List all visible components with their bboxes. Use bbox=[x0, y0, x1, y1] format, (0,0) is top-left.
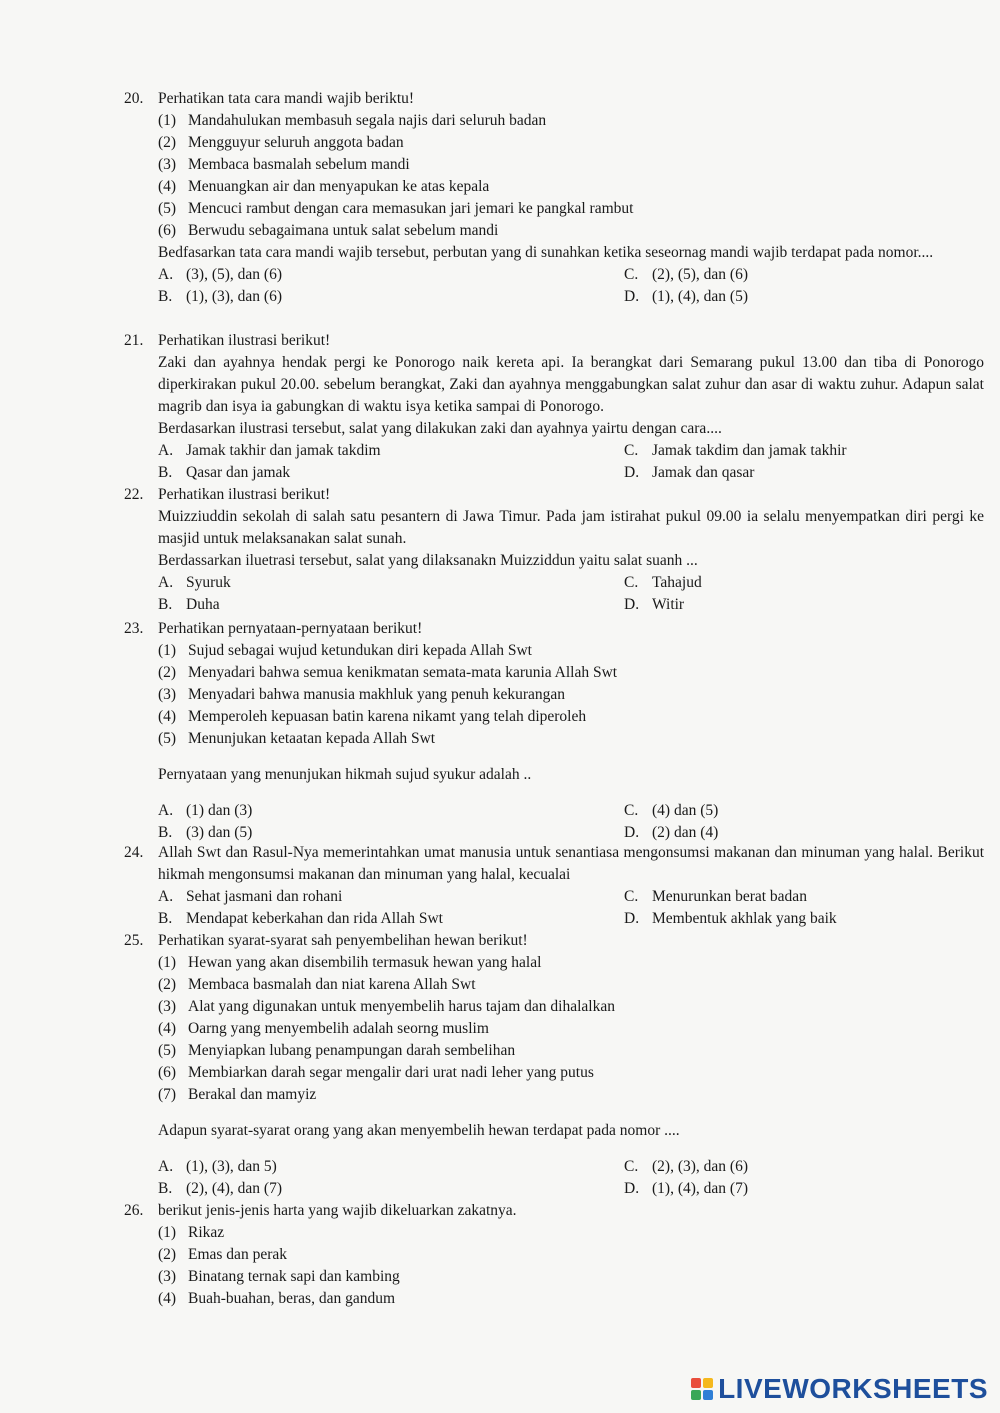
question-number: 24. bbox=[124, 844, 144, 861]
option-b[interactable]: B. (1), (3), dan (6) bbox=[158, 288, 282, 305]
question-21 bbox=[124, 330, 984, 484]
question-prompt: Adapun syarat-syarat orang yang akan menyembelih hewan terdapat pada nomor .... bbox=[158, 1122, 680, 1139]
list-item: (5) Menunjukan ketaatan kepada Allah Swt bbox=[158, 730, 436, 747]
question-number: 25. bbox=[124, 932, 144, 949]
list-item: (3) Menyadari bahwa manusia makhluk yang penuh kekurangan bbox=[158, 686, 566, 703]
answer-options bbox=[158, 1156, 984, 1200]
option-d[interactable]: D. (1), (4), dan (7) bbox=[624, 1180, 748, 1197]
option-c[interactable]: C. Tahajud bbox=[624, 574, 702, 591]
list-item: (4) Buah-buahan, beras, dan gandum bbox=[158, 1290, 396, 1307]
option-c[interactable]: C. Jamak takdim dan jamak takhir bbox=[624, 442, 847, 459]
question-22 bbox=[124, 484, 984, 616]
answer-options bbox=[158, 572, 984, 616]
option-c[interactable]: C. (2), (3), dan (6) bbox=[624, 1158, 748, 1175]
option-d[interactable]: D. Membentuk akhlak yang baik bbox=[624, 910, 837, 927]
question-stem: Perhatikan ilustrasi berikut! bbox=[158, 486, 331, 503]
question-prompt: Berdasarkan ilustrasi tersebut, salat yang dilakukan zaki dan ayahnya yairtu dengan cara.... bbox=[158, 420, 722, 437]
answer-options bbox=[158, 800, 984, 844]
question-stem: berikut jenis-jenis harta yang wajib dikeluarkan zakatnya. bbox=[158, 1202, 517, 1219]
option-b[interactable]: B. (3) dan (5) bbox=[158, 824, 253, 841]
question-25 bbox=[124, 930, 984, 1200]
question-stem: Perhatikan tata cara mandi wajib beriktu! bbox=[158, 90, 415, 107]
question-stem: Allah Swt dan Rasul-Nya memerintahkan umat manusia untuk senantiasa mengonsumsi makanan dan minuman yang halal. Berikut hikmah mengonsumsi makanan dan minuman yang halal, kecualai bbox=[158, 844, 984, 883]
list-item: (5) Mencuci rambut dengan cara memasukan jari jemari ke pangkal rambut bbox=[158, 200, 634, 217]
option-a[interactable]: A. Sehat jasmani dan rohani bbox=[158, 888, 343, 905]
question-prompt: Pernyataan yang menunjukan hikmah sujud syukur adalah .. bbox=[158, 766, 532, 783]
option-a[interactable]: A. Syuruk bbox=[158, 574, 231, 591]
question-prompt: Bedfasarkan tata cara mandi wajib tersebut, perbutan yang di sunahkan ketika seseornag mandi wajib terdapat pada nomor.... bbox=[158, 244, 934, 261]
list-item: (1) Sujud sebagai wujud ketundukan diri kepada Allah Swt bbox=[158, 642, 532, 659]
answer-options bbox=[158, 440, 984, 484]
option-a[interactable]: A. (1) dan (3) bbox=[158, 802, 253, 819]
option-b[interactable]: B. Mendapat keberkahan dan rida Allah Swt bbox=[158, 910, 443, 927]
list-item: (3) Binatang ternak sapi dan kambing bbox=[158, 1268, 400, 1285]
option-a[interactable]: A. Jamak takhir dan jamak takdim bbox=[158, 442, 381, 459]
option-d[interactable]: D. (1), (4), dan (5) bbox=[624, 288, 748, 305]
question-20 bbox=[124, 88, 984, 308]
logo-grid-icon bbox=[690, 1377, 714, 1401]
list-item: (1) Rikaz bbox=[158, 1224, 225, 1241]
list-item: (6) Berwudu sebagaimana untuk salat sebelum mandi bbox=[158, 222, 499, 239]
list-item: (2) Membaca basmalah dan niat karena Allah Swt bbox=[158, 976, 476, 993]
list-item: (5) Menyiapkan lubang penampungan darah sembelihan bbox=[158, 1042, 516, 1059]
list-item: (3) Membaca basmalah sebelum mandi bbox=[158, 156, 410, 173]
option-b[interactable]: B. (2), (4), dan (7) bbox=[158, 1180, 282, 1197]
list-item: (4) Oarng yang menyembelih adalah seorng muslim bbox=[158, 1020, 489, 1037]
option-d[interactable]: D. Witir bbox=[624, 596, 685, 613]
list-item: (2) Emas dan perak bbox=[158, 1246, 287, 1263]
question-number: 20. bbox=[124, 90, 144, 107]
question-number: 23. bbox=[124, 620, 144, 637]
option-c[interactable]: C. (4) dan (5) bbox=[624, 802, 719, 819]
list-item: (4) Menuangkan air dan menyapukan ke atas kepala bbox=[158, 178, 490, 195]
answer-options bbox=[158, 264, 984, 308]
option-a[interactable]: A. (3), (5), dan (6) bbox=[158, 266, 282, 283]
logo-text: LIVEWORKSHEETS bbox=[718, 1373, 988, 1404]
list-item: (2) Menyadari bahwa semua kenikmatan semata-mata karunia Allah Swt bbox=[158, 664, 618, 681]
question-stem: Perhatikan syarat-syarat sah penyembelihan hewan berikut! bbox=[158, 932, 528, 949]
answer-options bbox=[158, 886, 984, 930]
list-item: (7) Berakal dan mamyiz bbox=[158, 1086, 317, 1103]
option-a[interactable]: A. (1), (3), dan 5) bbox=[158, 1158, 277, 1175]
list-item: (6) Membiarkan darah segar mengalir dari urat nadi leher yang putus bbox=[158, 1064, 594, 1081]
question-23 bbox=[124, 618, 984, 844]
question-stem: Perhatikan ilustrasi berikut! bbox=[158, 332, 331, 349]
illustration-text: Muizziuddin sekolah di salah satu pesantern di Jawa Timur. Pada jam istirahat pukul 09.00 ia selalu menyempatkan diri pergi ke masjid untuk melaksanakan salat sunah. bbox=[158, 508, 984, 547]
question-24 bbox=[124, 842, 984, 930]
question-number: 22. bbox=[124, 486, 144, 503]
question-stem: Perhatikan pernyataan-pernyataan berikut! bbox=[158, 620, 423, 637]
question-number: 21. bbox=[124, 332, 144, 349]
list-item: (4) Memperoleh kepuasan batin karena nikamt yang telah diperoleh bbox=[158, 708, 587, 725]
question-number: 26. bbox=[124, 1202, 144, 1219]
list-item: (2) Mengguyur seluruh anggota badan bbox=[158, 134, 404, 151]
option-d[interactable]: D. Jamak dan qasar bbox=[624, 464, 755, 481]
option-d[interactable]: D. (2) dan (4) bbox=[624, 824, 719, 841]
list-item: (3) Alat yang digunakan untuk menyembelih harus tajam dan dihalalkan bbox=[158, 998, 615, 1015]
illustration-text: Zaki dan ayahnya hendak pergi ke Ponorogo naik kereta api. Ia berangkat dari Semarang pukul 13.00 dan tiba di Ponorogo diperkirakan pukul 20.00. sebelum berangkat, Zaki dan ayahnya menggabungkan salat zuhur dan asar di waktu zuhur. Adapun salat magrib dan isya ia gabungkan di waktu isya ketika sampai di Ponorogo. bbox=[158, 354, 984, 415]
option-b[interactable]: B. Qasar dan jamak bbox=[158, 464, 291, 481]
liveworksheets-logo bbox=[690, 1375, 988, 1403]
option-c[interactable]: C. Menurunkan berat badan bbox=[624, 888, 807, 905]
option-b[interactable]: B. Duha bbox=[158, 596, 220, 613]
question-26 bbox=[124, 1200, 984, 1310]
list-item: (1) Hewan yang akan disembilih termasuk hewan yang halal bbox=[158, 954, 542, 971]
list-item: (1) Mandahulukan membasuh segala najis dari seluruh badan bbox=[158, 112, 547, 129]
option-c[interactable]: C. (2), (5), dan (6) bbox=[624, 266, 748, 283]
question-prompt: Berdassarkan iluetrasi tersebut, salat yang dilaksanakn Muizziddun yaitu salat suanh ... bbox=[158, 552, 698, 569]
